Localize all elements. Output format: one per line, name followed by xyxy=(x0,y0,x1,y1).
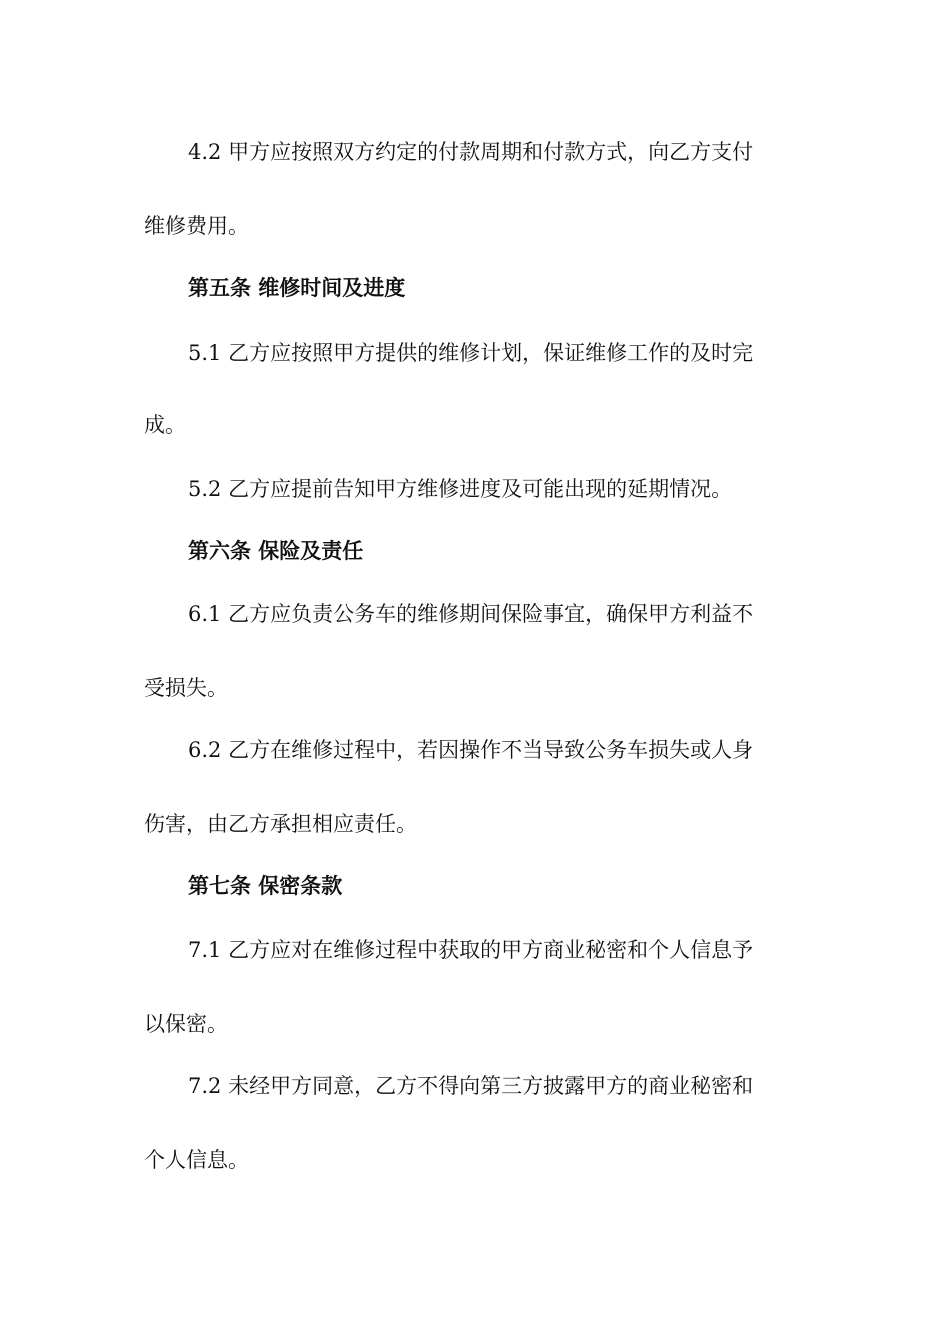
clause-4-2-line-1: 4.2 甲方应按照双方约定的付款周期和付款方式，向乙方支付 xyxy=(188,140,754,164)
clause-5-1-line-2: 成。 xyxy=(144,413,186,437)
clause-7-1-line-2: 以保密。 xyxy=(144,1012,228,1036)
article-7-heading: 第七条 保密条款 xyxy=(188,874,343,898)
clause-7-1-line-1: 7.1 乙方应对在维修过程中获取的甲方商业秘密和个人信息予 xyxy=(188,938,754,962)
clause-6-1-line-2: 受损失。 xyxy=(144,676,228,700)
clause-5-2-line-1: 5.2 乙方应提前告知甲方维修进度及可能出现的延期情况。 xyxy=(188,477,733,501)
clause-6-2-line-1: 6.2 乙方在维修过程中，若因操作不当导致公务车损失或人身 xyxy=(188,738,754,762)
clause-7-2-line-1: 7.2 未经甲方同意，乙方不得向第三方披露甲方的商业秘密和 xyxy=(188,1074,754,1098)
clause-4-2-line-2: 维修费用。 xyxy=(144,214,249,238)
article-5-heading: 第五条 维修时间及进度 xyxy=(188,276,406,300)
clause-6-2-line-2: 伤害，由乙方承担相应责任。 xyxy=(144,812,417,836)
clause-5-1-line-1: 5.1 乙方应按照甲方提供的维修计划，保证维修工作的及时完 xyxy=(188,341,754,365)
clause-6-1-line-1: 6.1 乙方应负责公务车的维修期间保险事宜，确保甲方利益不 xyxy=(188,602,754,626)
article-6-heading: 第六条 保险及责任 xyxy=(188,539,364,563)
clause-7-2-line-2: 个人信息。 xyxy=(144,1148,249,1172)
